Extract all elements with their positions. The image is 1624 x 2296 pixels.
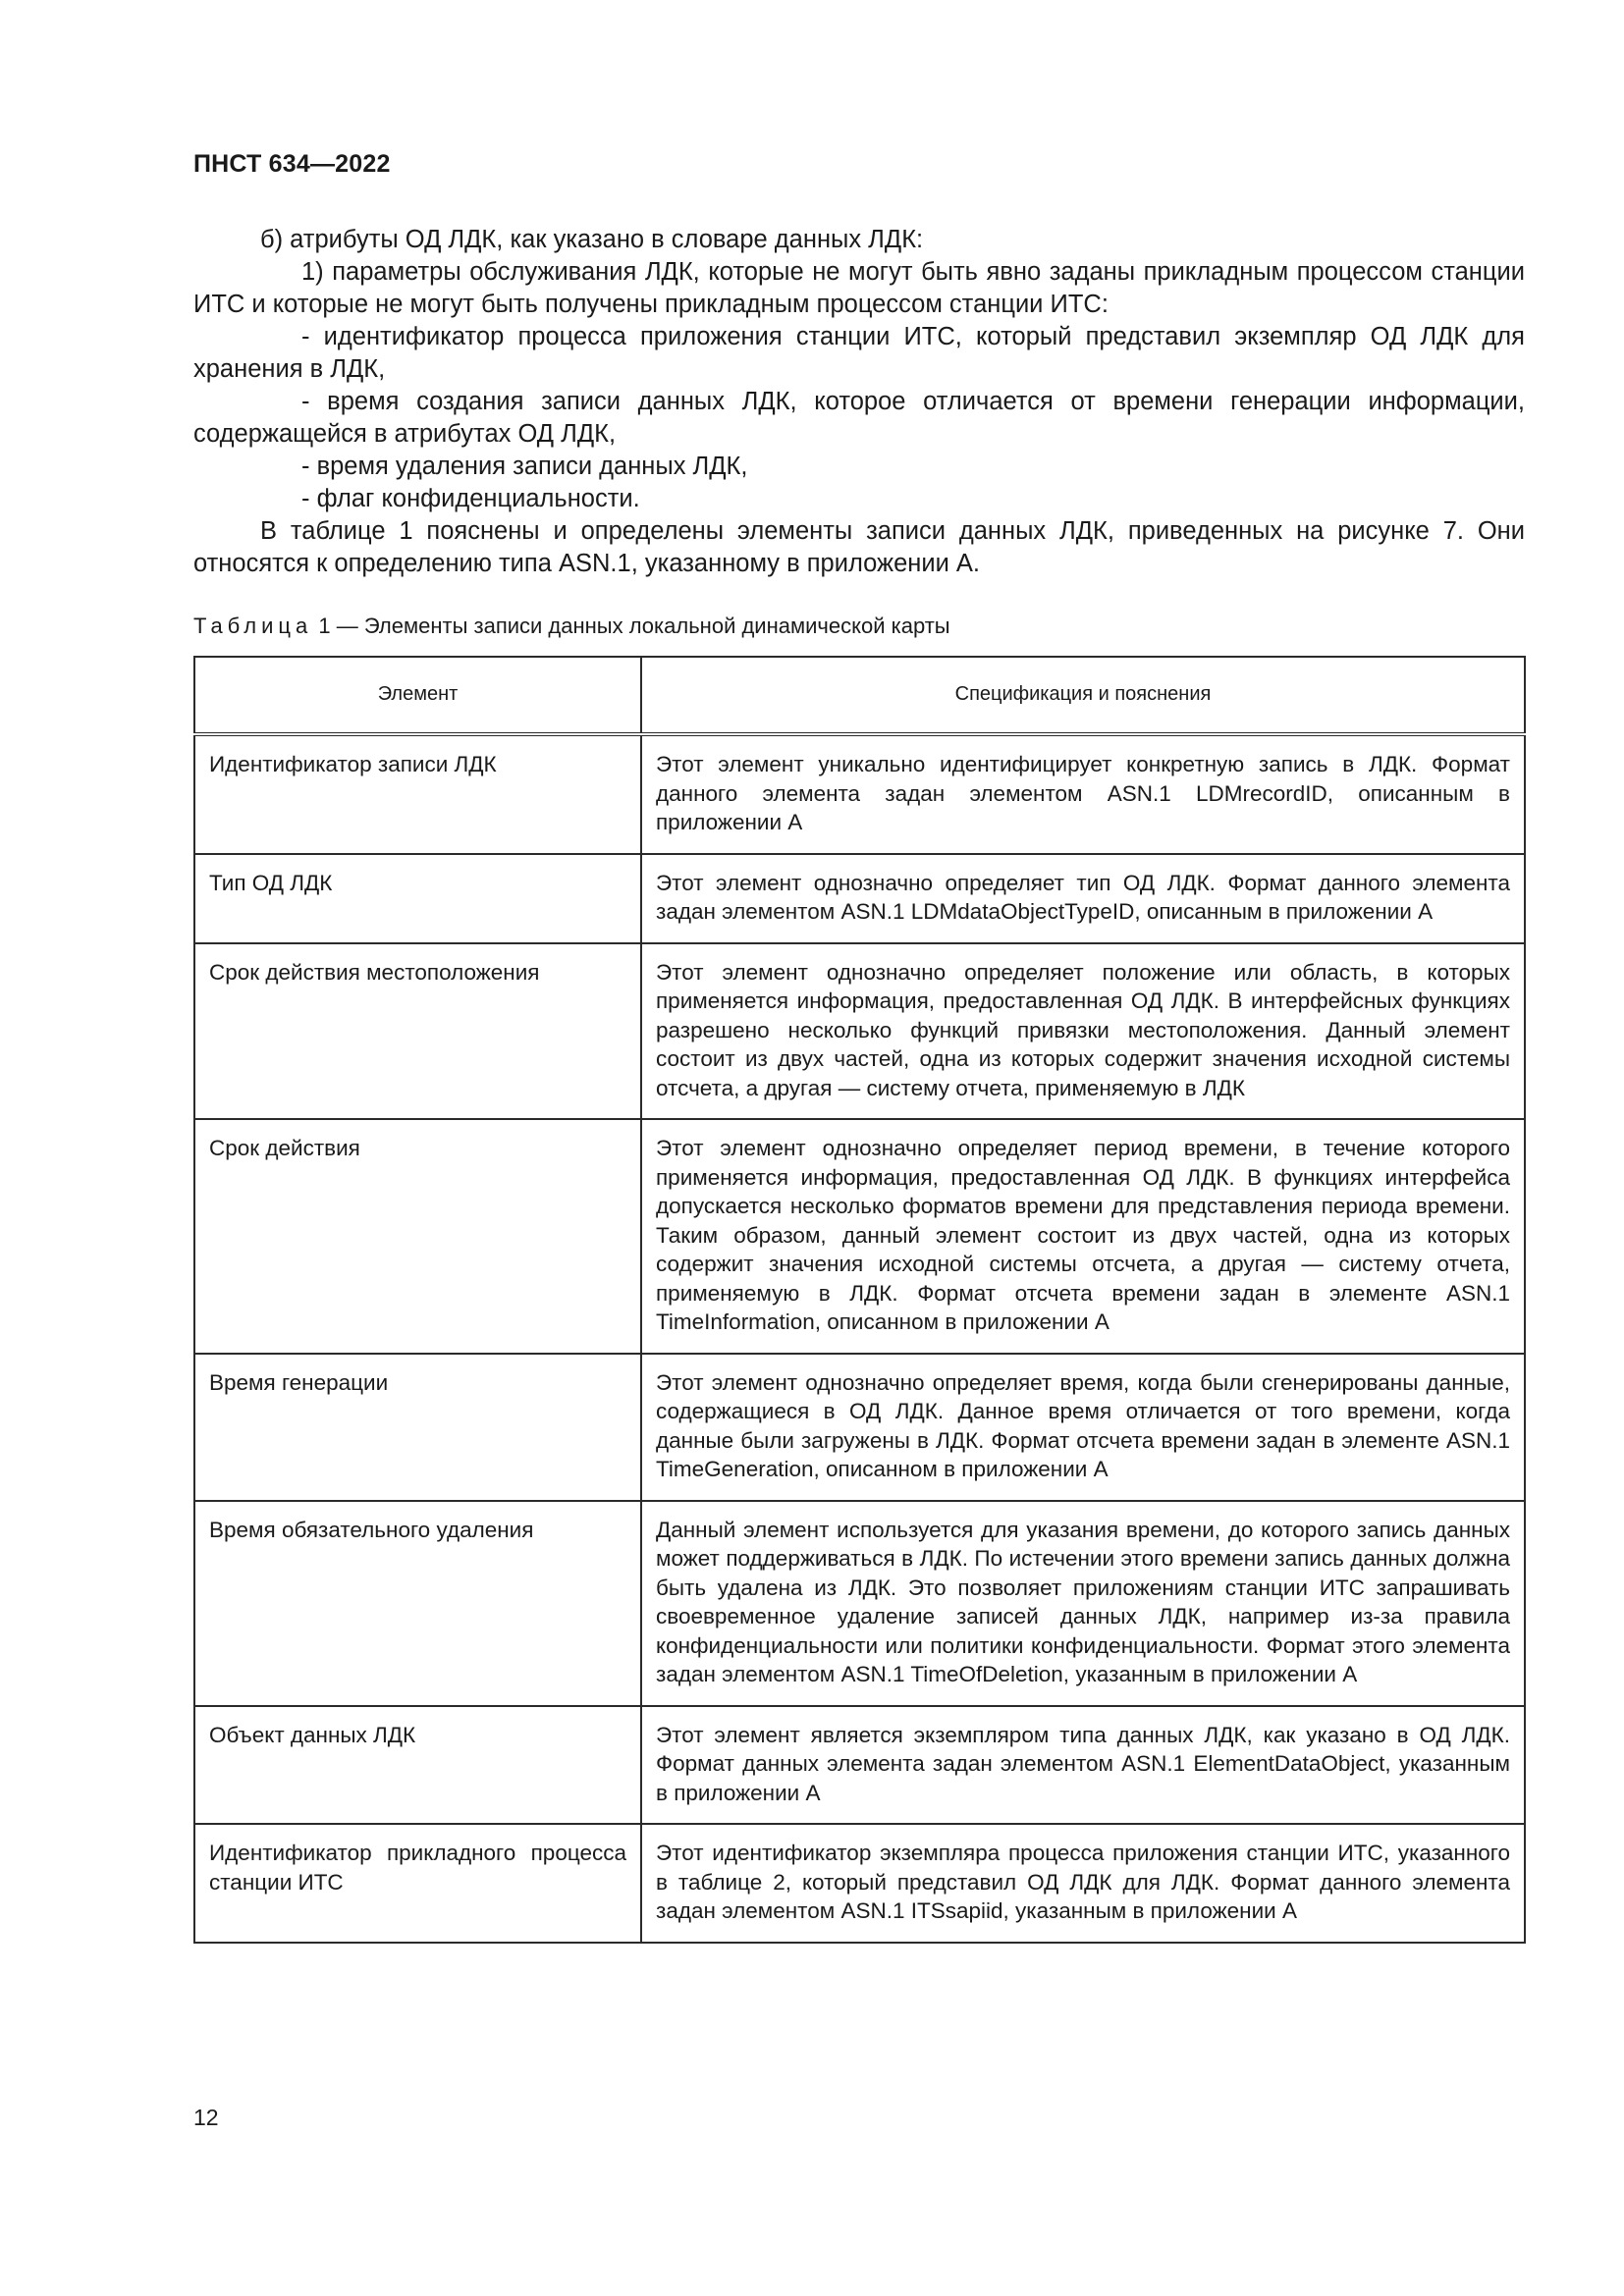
table-row (194, 1824, 1525, 1943)
column-header-spec: Спецификация и пояснения (641, 657, 1525, 734)
cell-element: Срок действия (194, 1119, 641, 1354)
document-id: ПНСТ 634—2022 (193, 150, 391, 178)
cell-spec: Этот элемент однозначно определяет положение или область, в которых применяется информация, предоставленная ОД ЛДК. В интерфейсных функциях разрешено несколько функций привязки местоположения. Данный элемент состоит из двух частей, одна из которых содержит значения исходной системы отсчета, а другая — систему отчета, применяемую в ЛДК (641, 943, 1525, 1120)
list-item-privacy-flag: - флаг конфиденциальности. (301, 485, 640, 512)
cell-spec: Данный элемент используется для указания времени, до которого запись данных может поддерживаться в ЛДК. По истечении этого времени запись данных должна быть удалена из ЛДК. Это позволяет приложениям станции ИТС запрашивать своевременное удаление записей данных ЛДК, например из-за правила конфиденциальности или политики конфиденциальности. Формат этого элемента задан элементом ASN.1 TimeOfDeletion, указанным в приложении А (641, 1501, 1525, 1706)
table-caption (193, 613, 950, 640)
cell-spec: Этот элемент уникально идентифицирует конкретную запись в ЛДК. Формат данного элемента задан элементом ASN.1 LDMrecordID, описанным в приложении А (641, 734, 1525, 854)
list-item-process-id: - идентификатор процесса приложения станции ИТС, который представил экземпляр ОД ЛДК для хранения в ЛДК, (193, 323, 1525, 383)
cell-spec: Этот идентификатор экземпляра процесса приложения станции ИТС, указанного в таблице 2, который представил ОД ЛДК для ЛДК. Формат данного элемента задан элементом ASN.1 ITSsapiid, указанным в приложении А (641, 1824, 1525, 1943)
table-header-row (194, 657, 1525, 734)
list-item-deletion-time: - время удаления записи данных ЛДК, (301, 453, 748, 480)
cell-spec: Этот элемент однозначно определяет время, когда были сгенерированы данные, содержащиеся в ОД ЛДК. Данное время отличается от того времени, когда данные были загружены в ЛДК. Формат отсчета времени задан в элементе ASN.1 TimeGeneration, описанном в приложении А (641, 1354, 1525, 1501)
table-row (194, 1119, 1525, 1354)
table-row (194, 1501, 1525, 1706)
table-row (194, 854, 1525, 943)
table-caption-word: Таблица (193, 614, 313, 638)
body-text (193, 224, 1525, 580)
table-caption-title: 1 — Элементы записи данных локальной динамической карты (312, 614, 950, 638)
cell-element: Время генерации (194, 1354, 641, 1501)
paragraph-table-intro: В таблице 1 пояснены и определены элементы записи данных ЛДК, приведенных на рисунке 7. Они относятся к определению типа ASN.1, указанному в приложении А. (193, 517, 1525, 577)
cell-spec: Этот элемент является экземпляром типа данных ЛДК, как указано в ОД ЛДК. Формат данных элемента задан элементом ASN.1 ElementDataObject, указанным в приложении А (641, 1706, 1525, 1825)
cell-element: Срок действия местоположения (194, 943, 641, 1120)
table-row (194, 1354, 1525, 1501)
cell-element: Идентификатор записи ЛДК (194, 734, 641, 854)
cell-spec: Этот элемент однозначно определяет период времени, в течение которого применяется информация, предоставленная ОД ЛДК. В функциях интерфейса допускается несколько форматов времени для представления периода времени. Таким образом, данный элемент состоит из двух частей, одна из которых содержит значения исходной системы отсчета, а другая — систему отчета, применяемую в ЛДК. Формат отсчета времени задан в элементе ASN.1 TimeInformation, описанном в приложении А (641, 1119, 1525, 1354)
cell-spec: Этот элемент однозначно определяет тип ОД ЛДК. Формат данного элемента задан элементом ASN.1 LDMdataObjectTypeID, описанным в приложении А (641, 854, 1525, 943)
cell-element: Время обязательного удаления (194, 1501, 641, 1706)
cell-element: Идентификатор прикладного процесса станции ИТС (194, 1824, 641, 1943)
page-number: 12 (193, 2105, 219, 2130)
table-row (194, 943, 1525, 1120)
paragraph-service-params: 1) параметры обслуживания ЛДК, которые не могут быть явно заданы прикладным процессом станции ИТС и которые не могут быть получены прикладным процессом станции ИТС: (193, 258, 1525, 318)
list-item-creation-time: - время создания записи данных ЛДК, которое отличается от времени генерации информации, содержащейся в атрибутах ОД ЛДК, (193, 388, 1525, 448)
table-row (194, 1706, 1525, 1825)
cell-element: Тип ОД ЛДК (194, 854, 641, 943)
table-row (194, 734, 1525, 854)
ldk-elements-table (193, 656, 1526, 1944)
column-header-element: Элемент (194, 657, 641, 734)
paragraph-attributes: б) атрибуты ОД ЛДК, как указано в словаре данных ЛДК: (260, 226, 924, 253)
cell-element: Объект данных ЛДК (194, 1706, 641, 1825)
